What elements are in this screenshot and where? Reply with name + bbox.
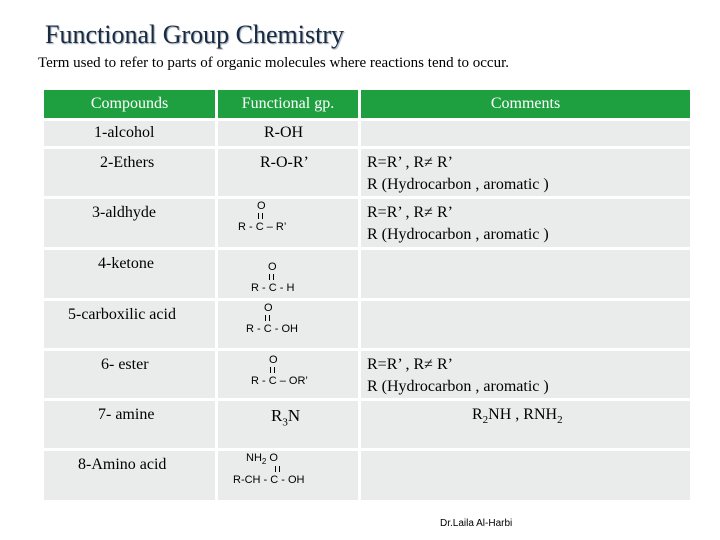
double-bond-mark [258,213,263,219]
author-credit: Dr.Laila Al-Harbi [440,518,513,529]
double-bond-mark [275,466,280,472]
column-divider [215,90,218,500]
group-amino-acid-chain: R-CH - C - OH [233,474,305,486]
row-divider [44,146,690,149]
group-ketone-chain: R - C - H [251,282,295,294]
row-divider [44,118,690,121]
column-divider [358,90,361,500]
comment-amine: $R_2NH$ , $RNH_2$ [472,406,563,427]
compound-ketone: 4-ketone [98,255,154,272]
comment-ethers-1: R=R’ , R≠ R’ [367,154,453,171]
group-ketone-oxygen: O [268,261,277,273]
double-bond-mark [265,315,270,321]
row-divider [44,247,690,250]
group-carboxylic-chain: R - C - OH [246,323,298,335]
comment-aldehyde-2: R (Hydrocarbon , aromatic ) [367,226,549,243]
compound-amine: 7- amine [98,406,155,423]
compound-ester: 6- ester [101,356,149,373]
group-ethers: R-O-R’ [260,154,309,171]
double-bond-mark [269,274,274,280]
header-comments: Comments [361,90,690,118]
comment-ester-1: R=R’ , R≠ R’ [367,356,453,373]
row-divider [44,348,690,351]
double-bond-mark [270,367,275,373]
functional-group-table [44,90,690,500]
row-divider [44,298,690,301]
page-subtitle: Term used to refer to parts of organic molecules where reactions tend to occur. [38,55,509,71]
group-amino-acid-top: $NH_2$ O [246,452,278,467]
compound-aldehyde: 3-aldhyde [92,204,156,221]
group-alcohol: R-OH [264,124,304,141]
group-ester-oxygen: O [269,354,278,366]
compound-carboxylic-acid: 5-carboxilic acid [68,306,176,323]
row-divider [44,196,690,199]
header-functional-group: Functional gp. [218,90,358,118]
group-ester-chain: R - C – OR’ [251,375,308,387]
compound-alcohol: 1-alcohol [94,124,155,141]
group-aldehyde-chain: R - C – R’ [238,221,287,233]
compound-amino-acid: 8-Amino acid [78,456,167,473]
group-aldehyde-oxygen: O [257,200,266,212]
header-compounds: Compounds [44,90,215,118]
compound-ethers: 2-Ethers [100,154,155,171]
comment-ethers-2: R (Hydrocarbon , aromatic ) [367,176,549,193]
group-amine: $R_3N$ [271,406,301,429]
page-title: Functional Group Chemistry [45,20,344,49]
row-divider [44,448,690,451]
group-carboxylic-oxygen: O [264,302,273,314]
comment-ester-2: R (Hydrocarbon , aromatic ) [367,378,549,395]
comment-aldehyde-1: R=R’ , R≠ R’ [367,204,453,221]
row-divider [44,398,690,401]
